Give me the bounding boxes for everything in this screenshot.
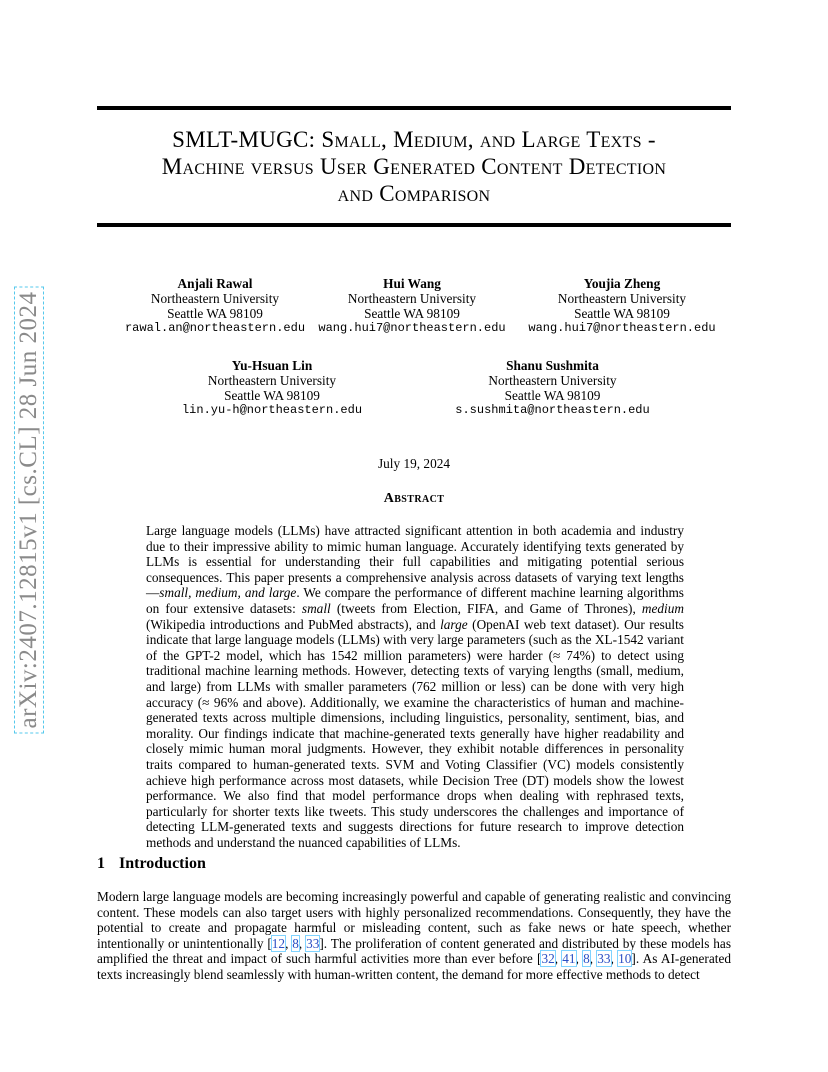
citation-link[interactable]: 8: [292, 935, 299, 951]
citation-link[interactable]: 41: [562, 951, 576, 967]
title-bottom-rule: [97, 223, 731, 227]
author-affiliation: Northeastern University: [347, 291, 477, 306]
author-affiliation: Northeastern University: [207, 373, 337, 388]
citation-link[interactable]: 33: [597, 951, 611, 967]
author-block: [445, 358, 660, 418]
paper-date: July 19, 2024: [377, 456, 451, 471]
author-location: Seattle WA 98109: [364, 306, 460, 321]
author-affiliation: Northeastern University: [488, 373, 617, 388]
author-email[interactable]: wang.hui7@northeastern.edu: [318, 321, 506, 335]
title-top-rule: [97, 106, 731, 110]
author-location: Seattle WA 98109: [224, 388, 320, 403]
title-line-3: and Comparison: [337, 181, 491, 206]
author-block: [522, 276, 722, 336]
author-name: Hui Wang: [383, 276, 441, 291]
abstract-heading: Abstract: [383, 491, 445, 506]
author-email[interactable]: lin.yu-h@northeastern.edu: [181, 403, 363, 417]
section-heading: [97, 855, 206, 873]
citation-link[interactable]: 10: [618, 951, 632, 967]
author-block: [172, 358, 372, 418]
author-name: Youjia Zheng: [583, 276, 661, 291]
arxiv-stamp-text[interactable]: arXiv:2407.12815v1 [cs.CL] 28 Jun 2024: [15, 287, 43, 732]
author-email[interactable]: rawal.an@northeastern.edu: [124, 321, 306, 335]
title-line-1: SMLT-MUGC: Small, Medium, and Large Texts -: [172, 127, 656, 152]
title-line-2: Machine versus User Generated Content Detection: [161, 154, 667, 179]
author-email[interactable]: wang.hui7@northeastern.edu: [528, 321, 716, 335]
author-location: Seattle WA 98109: [504, 388, 601, 403]
paper-title: [97, 126, 731, 207]
author-name: Shanu Sushmita: [506, 358, 599, 373]
author-name: Yu-Hsuan Lin: [231, 358, 313, 373]
arxiv-stamp[interactable]: [10, 262, 48, 758]
citation-link[interactable]: 33: [306, 935, 320, 951]
section-title: Introduction: [119, 855, 206, 872]
author-location: Seattle WA 98109: [574, 306, 670, 321]
author-affiliation: Northeastern University: [150, 291, 280, 306]
author-location: Seattle WA 98109: [167, 306, 263, 321]
author-block: [312, 276, 512, 336]
citation-link[interactable]: 32: [541, 951, 555, 967]
section-number: 1: [97, 855, 105, 872]
intro-paragraph: Modern large language models are becoming increasingly powerful and capable of generating realistic and convincing content. These models can also target users with highly personalized recommendations. Consequently, they have the potential to create and propagate harmful or misleading content, such as fake news or hate speech, whether intentionally or unintentionally [12, 8, 33]. The proliferation of content generated and distributed by these models has amplified the threat and impact of such harmful activities more than ever before [32, 41, 8, 33, 10]. As AI-generated texts increasingly blend seamlessly with human-written content, the demand for more effective methods to detect: [97, 889, 731, 982]
citation-link[interactable]: 12: [271, 935, 286, 951]
citation-link[interactable]: 8: [583, 951, 590, 967]
author-email[interactable]: s.sushmita@northeastern.edu: [455, 403, 650, 417]
author-affiliation: Northeastern University: [557, 291, 687, 306]
abstract-text: Large language models (LLMs) have attracted significant attention in both academia and industry due to their impressive ability to mimic human language. Accurately identifying texts generated by LLMs is essential for understanding their full capabilities and mitigating potential serious consequences. This paper presents a comprehensive analysis across datasets of varying text lengths—small, medium, and large. We compare the performance of different machine learning algorithms on four extensive datasets: small (tweets from Election, FIFA, and Game of Thrones), medium (Wikipedia introductions and PubMed abstracts), and large (OpenAI web text dataset). Our results indicate that large language models (LLMs) with very large parameters (such as the XL-1542 variant of the GPT-2 model, which has 1542 million parameters) were harder (≈ 74%) to detect using traditional machine learning methods. However, detecting texts of varying lengths (small, medium, and large) from LLMs with smaller parameters (762 million or less) can be done with very high accuracy (≈ 96% and above). Additionally, we examine the characteristics of human and machine-generated texts across multiple dimensions, including linguistics, personality, sentiment, bias, and morality. Our findings indicate that machine-generated texts generally have higher readability and closely mimic human moral judgments. However, they exhibit notable differences in personality traits compared to human-generated texts. SVM and Voting Classifier (VC) models consistently achieve high performance across most datasets, while Decision Tree (DT) models show the lowest performance. We also find that model performance drops when dealing with rephrased texts, particularly for shorter texts like tweets. This study underscores the challenges and importance of detecting LLM-generated texts and suggests directions for future research to improve detection methods and understand the nuanced capabilities of LLMs.: [146, 523, 684, 850]
author-name: Anjali Rawal: [177, 276, 253, 291]
author-block: [120, 276, 310, 336]
